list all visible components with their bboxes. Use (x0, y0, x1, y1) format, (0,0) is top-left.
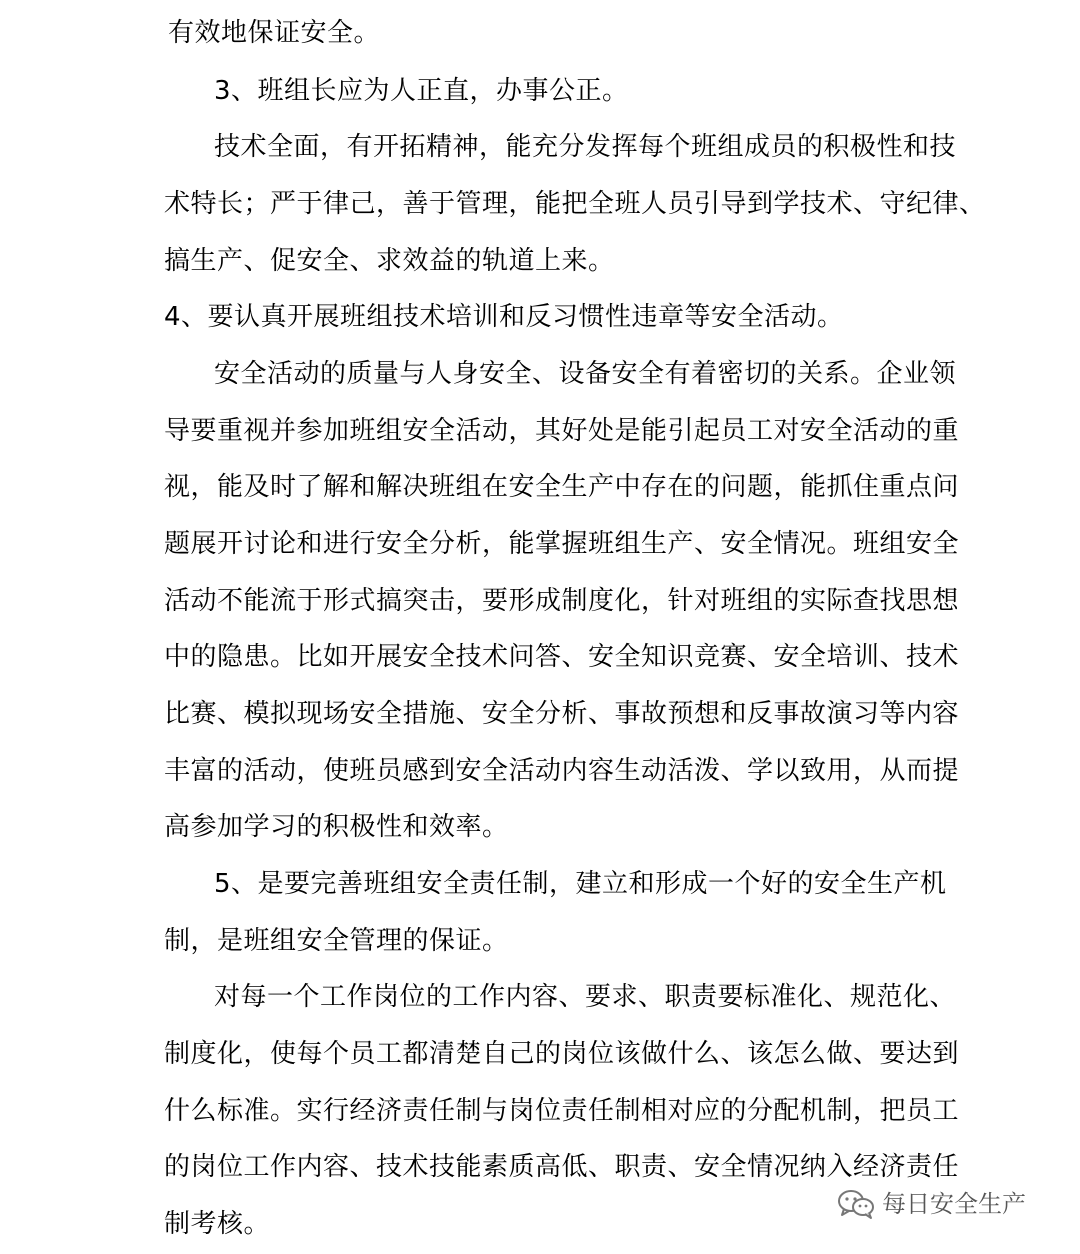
text-line: 视，能及时了解和解决班组在安全生产中存在的问题，能抓住重点问 (164, 472, 960, 502)
text-line: 什么标准。实行经济责任制与岗位责任制相对应的分配机制，把员工 (164, 1096, 960, 1126)
text-line: 比赛、模拟现场安全措施、安全分析、事故预想和反事故演习等内容 (164, 699, 960, 729)
text-line: 活动不能流于形式搞突击，要形成制度化，针对班组的实际查找思想 (164, 586, 960, 616)
text-line: 4、要认真开展班组技术培训和反习惯性违章等安全活动。 (164, 302, 844, 332)
text-line: 5、是要完善班组安全责任制，建立和形成一个好的安全生产机 (214, 869, 947, 899)
text-line: 对每一个工作岗位的工作内容、要求、职责要标准化、规范化、 (214, 982, 957, 1012)
text-line: 制考核。 (164, 1209, 271, 1239)
text-line: 的岗位工作内容、技术技能素质高低、职责、安全情况纳入经济责任 (164, 1152, 960, 1182)
text-line: 术特长；严于律己，善于管理，能把全班人员引导到学技术、守纪律、 (164, 189, 986, 219)
text-line: 安全活动的质量与人身安全、设备安全有着密切的关系。企业领 (214, 359, 957, 389)
text-line: 技术全面，有开拓精神，能充分发挥每个班组成员的积极性和技 (214, 132, 957, 162)
text-line: 高参加学习的积极性和效率。 (164, 812, 509, 842)
text-line: 中的隐患。比如开展安全技术问答、安全知识竞赛、安全培训、技术 (164, 642, 960, 672)
text-line: 制，是班组安全管理的保证。 (164, 926, 509, 956)
text-line: 搞生产、促安全、求效益的轨道上来。 (164, 246, 615, 276)
text-line: 导要重视并参加班组安全活动，其好处是能引起员工对安全活动的重 (164, 416, 960, 446)
text-line: 丰富的活动，使班员感到安全活动内容生动活泼、学以致用，从而提 (164, 756, 960, 786)
wechat-icon (836, 1188, 876, 1220)
text-line: 有效地保证安全。 (168, 18, 381, 48)
text-line: 制度化，使每个员工都清楚自己的岗位该做什么、该怎么做、要达到 (164, 1039, 960, 1069)
text-line: 题展开讨论和进行安全分析，能掌握班组生产、安全情况。班组安全 (164, 529, 960, 559)
text-line: 3、班组长应为人正直，办事公正。 (214, 76, 629, 106)
watermark (836, 1188, 1026, 1220)
watermark-text: 每日安全生产 (882, 1190, 1026, 1218)
